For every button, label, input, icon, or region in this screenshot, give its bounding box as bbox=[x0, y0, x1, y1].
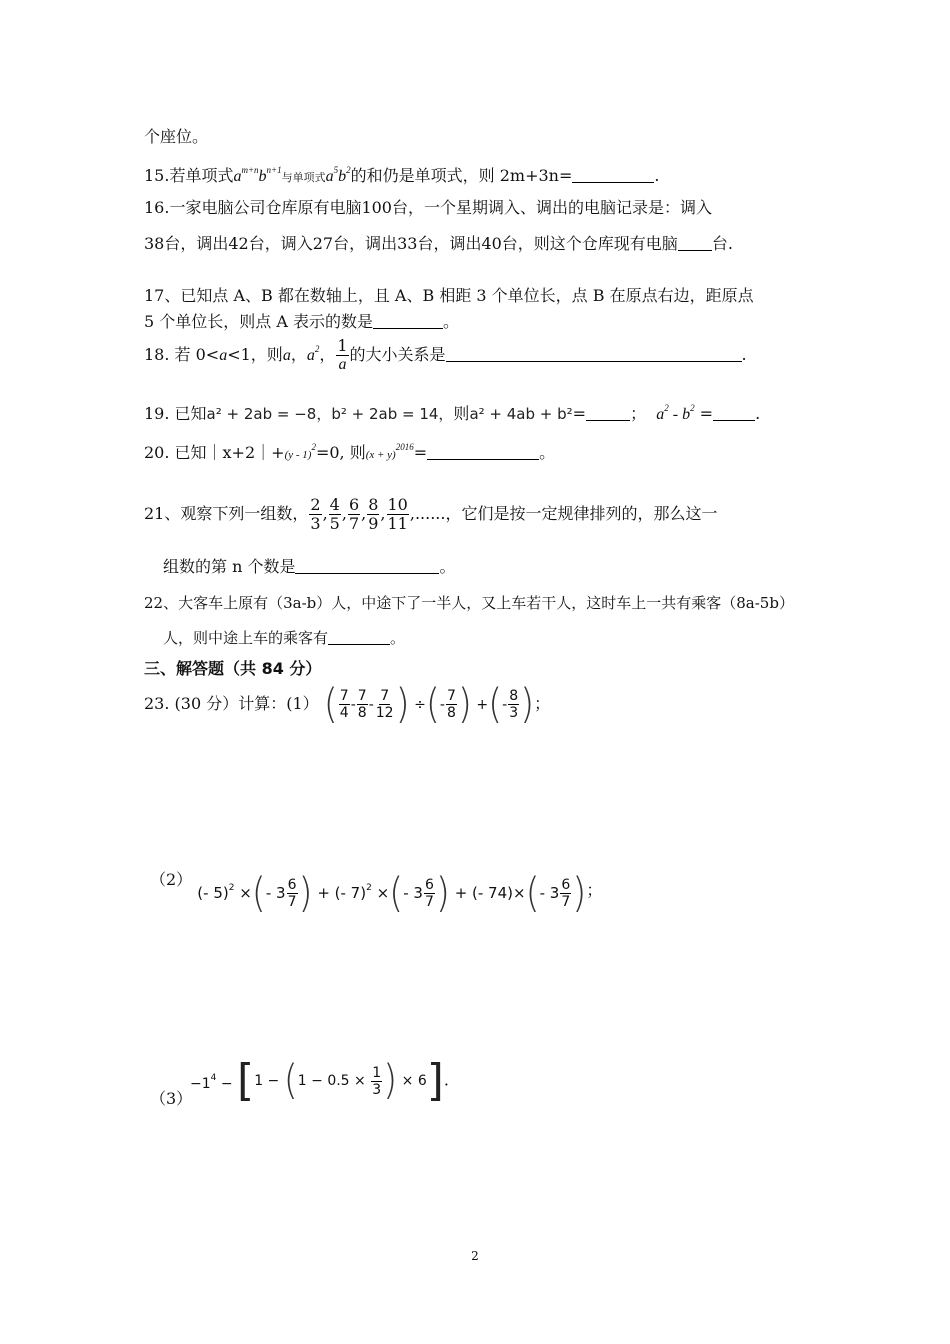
line-continuation: 个座位。 bbox=[144, 127, 209, 146]
question-19: 19. 已知a² + 2ab = −8，b² + 2ab = 14，则a² + 4ab + b²= ； $a^2 - b^2$ = . bbox=[144, 403, 761, 423]
answer-blank[interactable] bbox=[295, 559, 439, 574]
answer-blank[interactable] bbox=[678, 236, 712, 251]
question-16-line1: 16.一家电脑公司仓库原有电脑100台，一个星期调入、调出的电脑记录是：调入 bbox=[144, 198, 712, 217]
question-23-part3-label: （3） bbox=[150, 1089, 193, 1108]
question-17-line2: 5 个单位长，则点 A 表示的数是 。 bbox=[144, 312, 460, 331]
answer-blank[interactable] bbox=[446, 347, 742, 362]
question-17-line1: 17、已知点 A、B 都在数轴上，且 A、B 相距 3 个单位长，点 B 在原点右边，距原点 bbox=[144, 286, 754, 305]
sequence-fraction: $\frac{2}{3}$ bbox=[310, 495, 321, 533]
expression-3: $-1^4 - [1 - (1 - 0.5$ × $\frac{1}{3}$ ) × 6]. bbox=[190, 1055, 449, 1106]
answer-blank[interactable] bbox=[427, 445, 539, 460]
expression-2: (- 5)$^2$ ×(- 3 $\frac{6}{7}$ ) + (- 7)$^2$ ×(- 3 $\frac{6}{7}$ ) + (- 74)×(- 3 $\frac{6}{7}$ ) bbox=[197, 869, 587, 917]
question-16-line2: 38台，调出42台，调入27台，调出33台，调出40台，则这个仓库现有电脑 台. bbox=[144, 234, 733, 253]
page-number: 2 bbox=[471, 1249, 479, 1263]
question-23-part1: 23. (30 分）计算：(1） ( $\frac{7}{4}$ - $\frac{7}{8}$ - $\frac{7}{12}$ ) ÷(- $\frac{7}{8}$ ) +(- $\frac{8}{3}$ )； bbox=[144, 680, 551, 728]
answer-blank[interactable] bbox=[328, 630, 390, 645]
sequence-fraction: $\frac{10}{11}$ bbox=[387, 495, 408, 533]
expression-1: ( $\frac{7}{4}$ - $\frac{7}{8}$ - $\frac{7}{12}$ ) ÷(- $\frac{7}{8}$ ) +(- $\frac{8}{3}$ ) bbox=[323, 680, 535, 728]
question-22-line2: 人，则中途上车的乘客有 。 bbox=[163, 629, 406, 647]
sequence-fraction: $\frac{6}{7}$ bbox=[348, 495, 360, 533]
question-15: 15.若单项式$a^{m+n}b^{n+1}$与单项式$a^5b^2$的和仍是单项式，则 2m+3n= . bbox=[144, 165, 660, 185]
answer-blank[interactable] bbox=[586, 406, 630, 421]
question-21-line2: 组数的第 n 个数是 。 bbox=[163, 557, 456, 576]
answer-blank[interactable] bbox=[713, 406, 755, 421]
question-20: 20. 已知｜x+2｜+(y - 1)$^2$=0, 则$(x + y)^{2016}=$ 。 bbox=[144, 442, 556, 462]
sequence-fraction: $\frac{8}{9}$ bbox=[368, 495, 379, 533]
question-23-part2: （2） (- 5)$^2$ ×(- 3 $\frac{6}{7}$ ) + (- 7)$^2$ ×(- 3 $\frac{6}{7}$ ) + (- 74)×(- 3 $\frac{6}{7}$ )； bbox=[150, 866, 602, 910]
answer-blank[interactable] bbox=[572, 168, 654, 183]
question-22-line1: 22、大客车上原有（3a-b）人，中途下了一半人，又上车若干人，这时车上一共有乘客（8a-5b） bbox=[144, 594, 794, 612]
question-18: 18. 若 0<a<1，则a，$a^2$， $\frac{1}{a}$ 的大小关系是 . bbox=[144, 336, 747, 373]
question-21-line1: 21、观察下列一组数， $\frac{2}{3}$ , $\frac{4}{5}$ , $\frac{6}{7}$ , $\frac{8}{9}$ , $\frac{10}{11}$ ,......，它们是按一定规律排列的，那么这一 bbox=[144, 495, 718, 533]
sequence-fraction: $\frac{4}{5}$ bbox=[329, 495, 340, 533]
answer-blank[interactable] bbox=[373, 314, 443, 329]
fraction-sequence: $\frac{2}{3}$ , $\frac{4}{5}$ , $\frac{6}{7}$ , $\frac{8}{9}$ , $\frac{10}{11}$ bbox=[310, 495, 408, 533]
section-3-heading: 三、解答题（共 84 分） bbox=[144, 659, 322, 678]
